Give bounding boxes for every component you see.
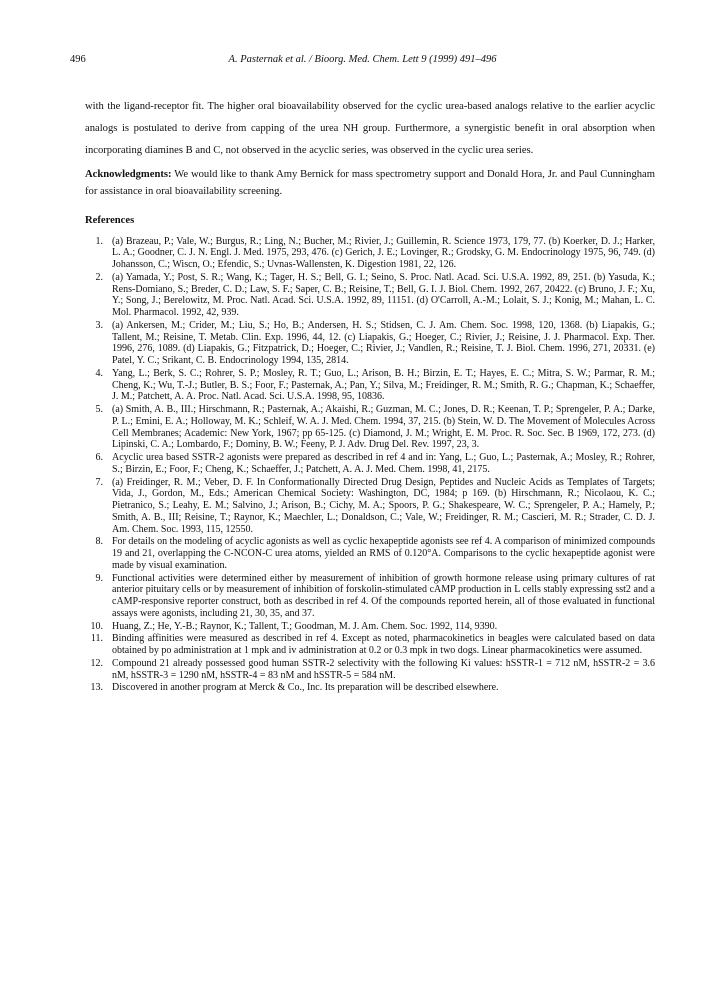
reference-item xyxy=(85,536,655,571)
reference-text: Discovered in another program at Merck & Co., Inc. Its preparation will be described elsewhere. xyxy=(112,682,499,694)
reference-number: 8. xyxy=(95,536,103,548)
reference-item xyxy=(85,621,655,633)
reference-text: (a) Brazeau, P.; Vale, W.; Burgus, R.; Ling, N.; Bucher, M.; Rivier, J.; Guillemin, R. Science 1973, 179, 77. (b) Koerker, D. J.; Harker, L. A.; Goodner, C. J. N. Engl. J. Med. 1975, 293, 476. (c) Gerich, J. E.; Lovinger, R.; Grodsky, G. M. Endocrinology 1975, 96, 749. (d) Johansson, C.; Wiscn, O.; Efendic, S.; Uvnas-Wallensten, K. Digestion 1981, 22, 126. xyxy=(112,235,655,271)
reference-item xyxy=(85,236,655,271)
acknowledgments-label: Acknowledgments: xyxy=(85,168,172,180)
references-heading: References xyxy=(85,214,135,226)
reference-item xyxy=(85,682,655,694)
reference-list xyxy=(85,236,655,695)
reference-number: 7. xyxy=(95,476,103,488)
reference-item xyxy=(85,633,655,657)
reference-text: Binding affinities were measured as described in ref 4. Except as noted, pharmacokinetics in beagles were calculated based on data obtained by po administration at 1 mpk and iv administration at 0.2 or 0.3 mpk in two dogs. Linear pharmacokinetics were assumed. xyxy=(112,633,655,657)
reference-number: 2. xyxy=(95,271,103,283)
reference-item xyxy=(85,658,655,682)
reference-item xyxy=(85,368,655,403)
reference-number: 10. xyxy=(90,620,103,632)
reference-number: 1. xyxy=(95,235,103,247)
page-number: 496 xyxy=(70,54,86,65)
reference-number: 13. xyxy=(90,682,103,694)
reference-number: 3. xyxy=(95,319,103,331)
reference-text: (a) Freidinger, R. M.; Veber, D. F. In Conformationally Directed Drug Design, Peptides and Nucleic Acids as Templates of Targets; Vida, J., Gordon, M., Eds.; American Chemical Society: Washington, DC, 1984; p 169. (b) Hirschmann, R.; Nicolaou, K. C.; Pietranico, S.; Leahy, E. M.; Salvino, J.; Arison, B.; Cichy, M. A.; Spoors, P. G.; Shakespeare, W. C.; Sprengeler, P. A.; Hamely, P.; Smith, A. B., III; Reisine, T.; Raynor, K.; Maechler, L.; Donaldson, C.; Vale, W.; Freidinger, R. M.; Cascieri, M. R.; Strader, C. D. J. Am. Chem. Soc. 1993, 115, 12550. xyxy=(112,476,655,535)
reference-item xyxy=(85,320,655,367)
reference-text: Compound 21 already possessed good human SSTR-2 selectivity with the following Ki values: hSSTR-1 = 712 nM, hSSTR-2 = 3.6 nM, hSSTR-3 = 1290 nM, hSSTR-4 = 83 nM and hSSTR-5 = 584 nM. xyxy=(112,657,655,681)
reference-number: 5. xyxy=(95,404,103,416)
reference-text: Yang, L.; Berk, S. C.; Rohrer, S. P.; Mosley, R. T.; Guo, L.; Arison, B. H.; Birzin, E. T.; Hayes, E. C.; Mitra, S. W.; Parmar, R. M.; Cheng, K.; Wu, T.-J.; Butler, B. S.; Foor, F.; Pasternak, A.; Pan, Y.; Silva, M.; Freidinger, R. M.; Smith, R. G.; Chapman, K.; Schaeffer, J. M.; Patchett, A. A. Proc. Natl. Acad. Sci. U.S.A. 1998, 95, 10836. xyxy=(112,367,655,403)
article-body xyxy=(85,96,655,695)
body-paragraph: with the ligand-receptor fit. The higher oral bioavailability observed for the cyclic urea-based analogs relative to the earlier acyclic analogs is postulated to derive from capping of the urea NH group. Furthermore, a synergistic benefit in oral absorption when incorporating diamines B and C, not observed in the acyclic series, was observed in the cyclic urea series. xyxy=(85,101,655,157)
reference-number: 11. xyxy=(90,633,103,645)
reference-item xyxy=(85,477,655,536)
reference-number: 4. xyxy=(95,367,103,379)
acknowledgments xyxy=(85,166,655,200)
reference-item xyxy=(85,452,655,476)
reference-text: Functional activities were determined either by measurement of inhibition of growth hormone release using primary cultures of rat anterior pituitary cells or by measurement of inhibition of forskolin-stimulated cAMP production in L cells stably expressing sst2 and a cAMP-responsive reporter construct, both as described in ref 4. Of the compounds reported herein, all of those evaluated in functional assays were agonists, including 21, 30, 35, and 37. xyxy=(112,572,655,619)
reference-number: 9. xyxy=(95,572,103,584)
acknowledgments-text: We would like to thank Amy Bernick for mass spectrometry support and Donald Hora, Jr. and Paul Cunningham for assistance in oral bioavailability screening. xyxy=(85,168,655,197)
reference-number: 6. xyxy=(95,452,103,464)
reference-text: (a) Ankersen, M.; Crider, M.; Liu, S.; Ho, B.; Andersen, H. S.; Stidsen, C. J. Am. Chem. Soc. 1998, 120, 1368. (b) Liapakis, G.; Tallent, M.; Reisine, T. Metab. Clin. Exp. 1996, 44, 12. (c) Liapakis, G.; Hoeger, C.; Rivier, J.; Reisine, J. J. Pharmacol. Exp. Ther. 1996, 276, 1089. (d) Liapakis, G.; Fitzpatrick, D.; Hoeger, C.; Rivier, J.; Vandlen, R.; Reisine, T. J. Biol. Chem. 1996, 271, 20331. (e) Patel, Y. C.; Srikant, C. B. Endocrinology 1994, 135, 2814. xyxy=(112,319,655,367)
reference-item xyxy=(85,272,655,319)
reference-text: For details on the modeling of acyclic agonists as well as cyclic hexapeptide agonists see ref 4. A comparison of minimized compounds 19 and 21, overlapping the C-NCON-C urea atoms, yielded an RMS of 0.120°A. Comparisons to the cyclic hexapeptide agonist were made by visual examination. xyxy=(112,536,655,571)
page-header xyxy=(70,54,655,70)
reference-text: Acyclic urea based SSTR-2 agonists were prepared as described in ref 4 and in: Yang, L.; Guo, L.; Pasternak, A.; Mosley, R.; Rohrer, S.; Birzin, E.; Foor, F.; Cheng, K.; Schaeffer, J.; Patchett, A. A. J. Med. Chem. 1998, 41, 2175. xyxy=(112,452,655,475)
reference-item xyxy=(85,573,655,620)
reference-item xyxy=(85,404,655,451)
reference-number: 12. xyxy=(90,657,103,669)
running-title: A. Pasternak et al. / Bioorg. Med. Chem. Lett 9 (1999) 491–496 xyxy=(228,54,497,65)
reference-text: (a) Smith, A. B., III.; Hirschmann, R.; Pasternak, A.; Akaishi, R.; Guzman, M. C.; Jones, D. R.; Keenan, T. P.; Sprengeler, P. A.; Darke, P. L.; Emini, E. A.; Holloway, M. K.; Schleif, W. A. J. Med. Chem. 1994, 37, 215. (b) Stein, W. D. The Movement of Molecules Across Cell Membranes; Academic: New York, 1967; pp 65-125. (c) Diamond, J. M.; Wright, E. M. Proc. R. Soc. Sec. B 1969, 172, 273. (d) Lipinski, C. A.; Lombardo, F.; Dominy, B. W.; Feeny, P. J. Adv. Drug Del. Rev. 1997, 23, 3. xyxy=(112,404,655,451)
reference-text: Huang, Z.; He, Y.-B.; Raynor, K.; Tallent, T.; Goodman, M. J. Am. Chem. Soc. 1992, 114, 9390. xyxy=(112,620,498,632)
reference-text: (a) Yamada, Y.; Post, S. R.; Wang, K.; Tager, H. S.; Bell, G. I.; Seino, S. Proc. Natl. Acad. Sci. U.S.A. 1992, 89, 251. (b) Yasuda, K.; Rens-Domiano, S.; Breder, C. D.; Law, S. F.; Saper, C. B.; Reisine, T.; Bell, G. I. J. Biol. Chem. 1992, 267, 20422. (c) Bruno, J. F.; Xu, Y.; Song, J.; Berelowitz, M. Proc. Natl. Acad. Sci. U.S.A. 1992, 89, 11151. (d) O'Carroll, A.-M.; Lolait, S. J.; Konig, M.; Mahan, L. C. Mol. Pharmacol. 1992, 42, 939. xyxy=(112,271,655,319)
